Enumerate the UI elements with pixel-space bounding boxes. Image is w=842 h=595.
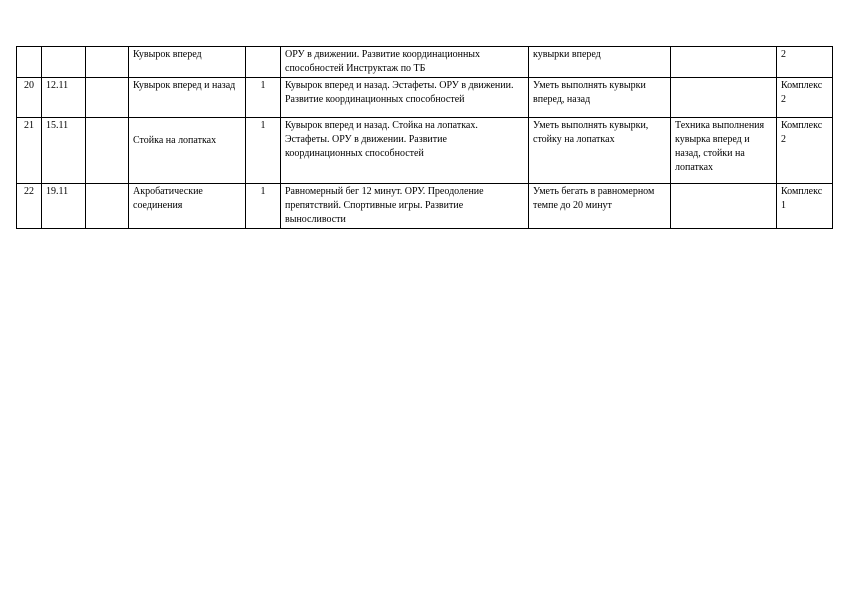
lesson-content: Кувырок вперед и назад. Эстафеты. ОРУ в движении. Развитие координационных способностей <box>281 78 529 118</box>
empty-cell <box>86 184 129 229</box>
lesson-number: 20 <box>17 78 42 118</box>
lesson-skills: кувырки вперед <box>529 47 671 78</box>
lesson-date <box>42 47 86 78</box>
lesson-number: 21 <box>17 118 42 184</box>
lesson-plan-table <box>16 46 833 229</box>
lesson-content: Равномерный бег 12 минут. ОРУ. Преодоление препятствий. Спортивные игры. Развитие выносливости <box>281 184 529 229</box>
lesson-homework: Комплекс 1 <box>777 184 833 229</box>
lesson-control <box>671 47 777 78</box>
lesson-date: 19.11 <box>42 184 86 229</box>
lesson-topic: Кувырок вперед и назад <box>129 78 246 118</box>
table-row <box>17 78 833 118</box>
table-row <box>17 47 833 78</box>
lesson-homework: Комплекс 2 <box>777 118 833 184</box>
lesson-control: Техника выполнения кувырка вперед и назад, стойки на лопатках <box>671 118 777 184</box>
lesson-hours: 1 <box>246 118 281 184</box>
lesson-number: 22 <box>17 184 42 229</box>
lesson-hours: 1 <box>246 184 281 229</box>
lesson-content: ОРУ в движении. Развитие координационных способностей Инструктаж по ТБ <box>281 47 529 78</box>
lesson-topic: Стойка на лопатках <box>129 118 246 184</box>
lesson-topic: Акробатические соединения <box>129 184 246 229</box>
lesson-date: 15.11 <box>42 118 86 184</box>
lesson-control <box>671 78 777 118</box>
lesson-date: 12.11 <box>42 78 86 118</box>
table-row <box>17 184 833 229</box>
lesson-content: Кувырок вперед и назад. Стойка на лопатках. Эстафеты. ОРУ в движении. Развитие координационных способностей <box>281 118 529 184</box>
lesson-homework: 2 <box>777 47 833 78</box>
lesson-topic: Кувырок вперед <box>129 47 246 78</box>
lesson-hours: 1 <box>246 78 281 118</box>
empty-cell <box>86 78 129 118</box>
lesson-number <box>17 47 42 78</box>
empty-cell <box>86 47 129 78</box>
lesson-control <box>671 184 777 229</box>
lesson-hours <box>246 47 281 78</box>
lesson-homework: Комплекс 2 <box>777 78 833 118</box>
empty-cell <box>86 118 129 184</box>
table-row <box>17 118 833 184</box>
lesson-skills: Уметь выполнять кувырки, стойку на лопатках <box>529 118 671 184</box>
lesson-skills: Уметь бегать в равномерном темпе до 20 минут <box>529 184 671 229</box>
lesson-skills: Уметь выполнять кувырки вперед, назад <box>529 78 671 118</box>
